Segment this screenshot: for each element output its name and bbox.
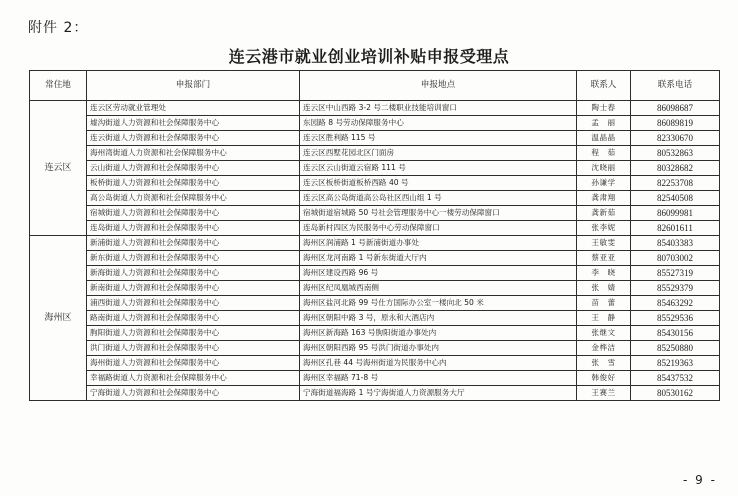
contact-cell: 龚肃翔 (577, 191, 631, 206)
contact-cell: 张继文 (577, 326, 631, 341)
table-row (30, 296, 720, 311)
address-cell: 海州区孔巷 44 号海州街道为民服务中心内 (300, 356, 577, 371)
address-cell: 海州区朝阳中路 3 号，原永和大酒店内 (300, 311, 577, 326)
table-row (30, 221, 720, 236)
address-cell: 海州区纪凤凰城西南侧 (300, 281, 577, 296)
table-row (30, 251, 720, 266)
table-header-row (30, 71, 720, 101)
dept-cell: 海州湾街道人力资源和社会保障服务中心 (87, 146, 300, 161)
phone-cell: 85437532 (631, 371, 720, 386)
page-number: - 9 - (683, 473, 717, 487)
address-cell: 海州区幸福路 71-8 号 (300, 371, 577, 386)
address-cell: 连云区高公岛街道高公岛社区西山组 1 号 (300, 191, 577, 206)
contact-cell: 张 婧 (577, 281, 631, 296)
contact-cell: 温晶晶 (577, 131, 631, 146)
address-cell: 宿城街道宿城路 50 号社会管理服务中心一楼劳动保障窗口 (300, 206, 577, 221)
table-row (30, 131, 720, 146)
dept-cell: 墟沟街道人力资源和社会保障服务中心 (87, 116, 300, 131)
contact-cell: 王敏雯 (577, 236, 631, 251)
address-cell: 连云区云山街道云宿路 111 号 (300, 161, 577, 176)
dept-cell: 高公岛街道人力资源和社会保障服务中心 (87, 191, 300, 206)
header-contact: 联系人 (577, 71, 631, 101)
contact-cell: 程 茹 (577, 146, 631, 161)
contact-cell: 苗 蕾 (577, 296, 631, 311)
address-cell: 东园路 8 号劳动保障服务中心 (300, 116, 577, 131)
phone-cell: 82601611 (631, 221, 720, 236)
phone-cell: 85529379 (631, 281, 720, 296)
address-cell: 宁海街道福海路 1 号宁海街道人力资源服务大厅 (300, 386, 577, 401)
attachment-label: 附件 2： (28, 20, 89, 36)
dept-cell: 路南街道人力资源和社会保障服务中心 (87, 311, 300, 326)
table-row (30, 341, 720, 356)
header-region: 常住地 (30, 71, 87, 101)
header-dept: 申报部门 (87, 71, 300, 101)
phone-cell: 80703002 (631, 251, 720, 266)
region-cell: 连云区 (30, 101, 87, 236)
dept-cell: 板桥街道人力资源和社会保障服务中心 (87, 176, 300, 191)
address-cell: 连云区板桥街道板桥西路 40 号 (300, 176, 577, 191)
header-address: 申报地点 (300, 71, 577, 101)
contact-cell: 陶士春 (577, 101, 631, 116)
dept-cell: 连云街道人力资源和社会保障服务中心 (87, 131, 300, 146)
address-cell: 连云区胜利路 115 号 (300, 131, 577, 146)
address-cell: 海州区建设西路 96 号 (300, 266, 577, 281)
dept-cell: 连岛街道人力资源和社会保障服务中心 (87, 221, 300, 236)
contact-cell: 张李妮 (577, 221, 631, 236)
contact-cell: 蔡亚亚 (577, 251, 631, 266)
table-row (30, 326, 720, 341)
contact-cell: 韩俊好 (577, 371, 631, 386)
phone-cell: 86099981 (631, 206, 720, 221)
service-points-table (29, 70, 720, 401)
dept-cell: 新浦街道人力资源和社会保障服务中心 (87, 236, 300, 251)
document-title: 连云港市就业创业培训补贴申报受理点 (228, 47, 510, 66)
phone-cell: 85463292 (631, 296, 720, 311)
contact-cell: 沈晓丽 (577, 161, 631, 176)
dept-cell: 云山街道人力资源和社会保障服务中心 (87, 161, 300, 176)
phone-cell: 80530162 (631, 386, 720, 401)
contact-cell: 李 晓 (577, 266, 631, 281)
contact-cell: 张 雪 (577, 356, 631, 371)
dept-cell: 洪门街道人力资源和社会保障服务中心 (87, 341, 300, 356)
table-row (30, 311, 720, 326)
dept-cell: 宁海街道人力资源和社会保障服务中心 (87, 386, 300, 401)
dept-cell: 新海街道人力资源和社会保障服务中心 (87, 266, 300, 281)
phone-cell: 80532863 (631, 146, 720, 161)
table-row (30, 146, 720, 161)
dept-cell: 宿城街道人力资源和社会保障服务中心 (87, 206, 300, 221)
address-cell: 海州区盐河北路 99 号仕方国际办公室一楼向北 50 米 (300, 296, 577, 311)
phone-cell: 85430156 (631, 326, 720, 341)
dept-cell: 新南街道人力资源和社会保障服务中心 (87, 281, 300, 296)
header-phone: 联系电话 (631, 71, 720, 101)
dept-cell: 海州街道人力资源和社会保障服务中心 (87, 356, 300, 371)
address-cell: 海州区朝阳西路 95 号洪门街道办事处内 (300, 341, 577, 356)
table-row (30, 101, 720, 116)
address-cell: 连岛新村四区为民服务中心劳动保障窗口 (300, 221, 577, 236)
phone-cell: 80328682 (631, 161, 720, 176)
phone-cell: 82330670 (631, 131, 720, 146)
table-row (30, 116, 720, 131)
dept-cell: 浦西街道人力资源和社会保障服务中心 (87, 296, 300, 311)
dept-cell: 朐阳街道人力资源和社会保障服务中心 (87, 326, 300, 341)
table-row (30, 386, 720, 401)
table-body (30, 101, 720, 401)
address-cell: 海州区润浦路 1 号新浦街道办事处 (300, 236, 577, 251)
phone-cell: 85250880 (631, 341, 720, 356)
address-cell: 海州区新海路 163 号朐阳街道办事处内 (300, 326, 577, 341)
contact-cell: 孟 丽 (577, 116, 631, 131)
table-row (30, 281, 720, 296)
dept-cell: 新东街道人力资源和社会保障服务中心 (87, 251, 300, 266)
contact-cell: 王赛兰 (577, 386, 631, 401)
phone-cell: 85219363 (631, 356, 720, 371)
phone-cell: 82253708 (631, 176, 720, 191)
contact-cell: 龚新茹 (577, 206, 631, 221)
dept-cell: 幸福路街道人力资源和社会保障服务中心 (87, 371, 300, 386)
table-row (30, 266, 720, 281)
table-row (30, 176, 720, 191)
contact-cell: 孙谦学 (577, 176, 631, 191)
table-row (30, 356, 720, 371)
address-cell: 连云区中山西路 3-2 号二楼职业技能培训窗口 (300, 101, 577, 116)
table-row (30, 236, 720, 251)
table-row (30, 371, 720, 386)
phone-cell: 86089819 (631, 116, 720, 131)
phone-cell: 85403383 (631, 236, 720, 251)
phone-cell: 82540508 (631, 191, 720, 206)
phone-cell: 85529536 (631, 311, 720, 326)
address-cell: 海州区龙河南路 1 号新东街道大厅内 (300, 251, 577, 266)
region-cell: 海州区 (30, 236, 87, 401)
table-row (30, 206, 720, 221)
phone-cell: 85527319 (631, 266, 720, 281)
contact-cell: 王 静 (577, 311, 631, 326)
contact-cell: 金桦洁 (577, 341, 631, 356)
table-row (30, 191, 720, 206)
address-cell: 连云区西墅花园北区门面房 (300, 146, 577, 161)
dept-cell: 连云区劳动就业管理处 (87, 101, 300, 116)
table-row (30, 161, 720, 176)
phone-cell: 86098687 (631, 101, 720, 116)
